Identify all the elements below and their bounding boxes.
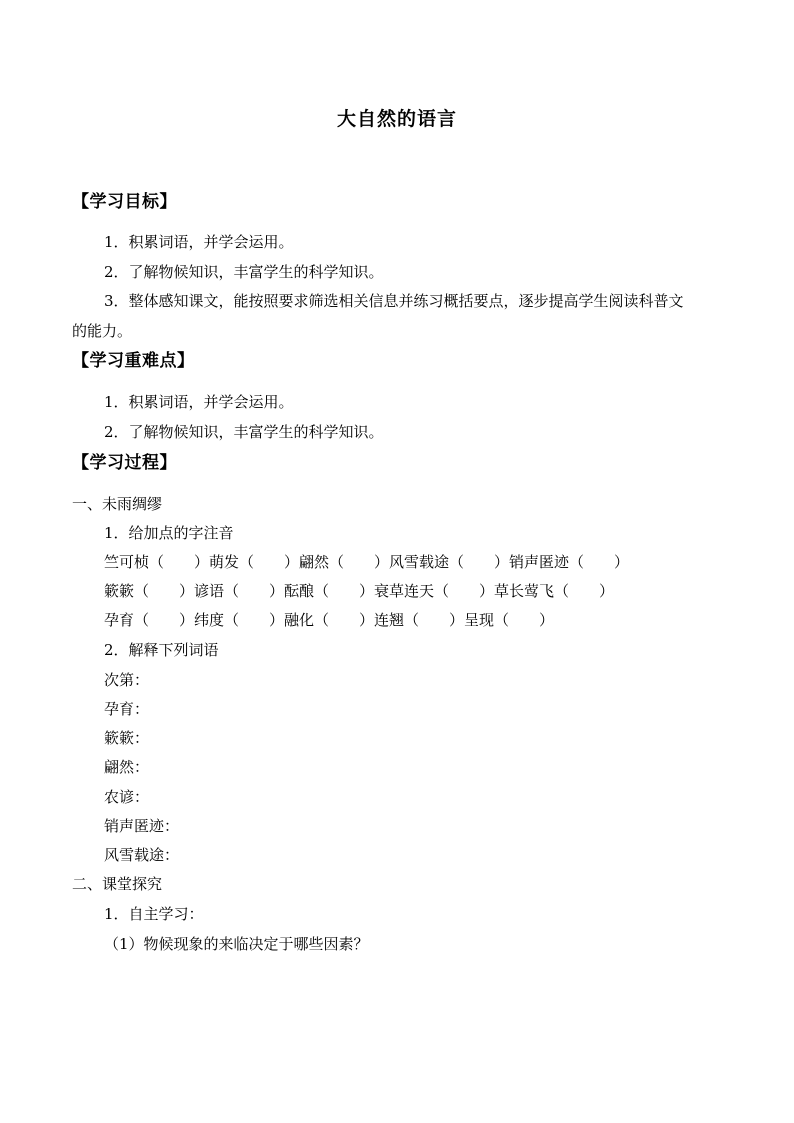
goal-item: 2．了解物候知识，丰富学生的科学知识。 bbox=[104, 263, 384, 281]
word-definition-item: 簌簌： bbox=[104, 729, 150, 747]
word-definition-item: 风雪载途： bbox=[104, 846, 180, 864]
word-definition-item: 销声匿迹： bbox=[104, 817, 180, 835]
goal-item: 3．整体感知课文，能按照要求筛选相关信息并练习概括要点，逐步提高学生阅读科普文 bbox=[104, 292, 684, 310]
pinyin-row: 竺可桢（ ）萌发（ ）翩然（ ）风雪载途（ ）销声匿迹（ ） bbox=[104, 553, 630, 571]
part2-subquestion-1: （1）物候现象的来临决定于哪些因素？ bbox=[104, 935, 369, 953]
process-heading: 【学习过程】 bbox=[72, 453, 177, 473]
part2-question-1: 1．自主学习： bbox=[104, 905, 204, 923]
word-definition-item: 农谚： bbox=[104, 788, 150, 806]
part1-question-2: 2．解释下列词语 bbox=[104, 641, 219, 659]
pinyin-row: 簌簌（ ）谚语（ ）酝酿（ ）衰草连天（ ）草长莺飞（ ） bbox=[104, 582, 615, 600]
key-points-heading: 【学习重难点】 bbox=[72, 351, 195, 371]
key-point-item: 2．了解物候知识，丰富学生的科学知识。 bbox=[104, 423, 384, 441]
part1-title: 一、未雨绸缪 bbox=[72, 495, 163, 513]
goal-item: 1．积累词语，并学会运用。 bbox=[104, 233, 294, 251]
word-definition-item: 次第： bbox=[104, 671, 150, 689]
goals-heading: 【学习目标】 bbox=[72, 192, 177, 212]
word-definition-item: 孕育： bbox=[104, 700, 150, 718]
pinyin-row: 孕育（ ）纬度（ ）融化（ ）连翘（ ）呈现（ ） bbox=[104, 611, 555, 629]
word-definition-item: 翩然： bbox=[104, 758, 150, 776]
part1-question-1: 1．给加点的字注音 bbox=[104, 524, 234, 542]
part2-title: 二、课堂探究 bbox=[72, 875, 163, 893]
page-title: 大自然的语言 bbox=[336, 108, 457, 130]
goal-item-continuation: 的能力。 bbox=[72, 322, 133, 340]
key-point-item: 1．积累词语，并学会运用。 bbox=[104, 393, 294, 411]
